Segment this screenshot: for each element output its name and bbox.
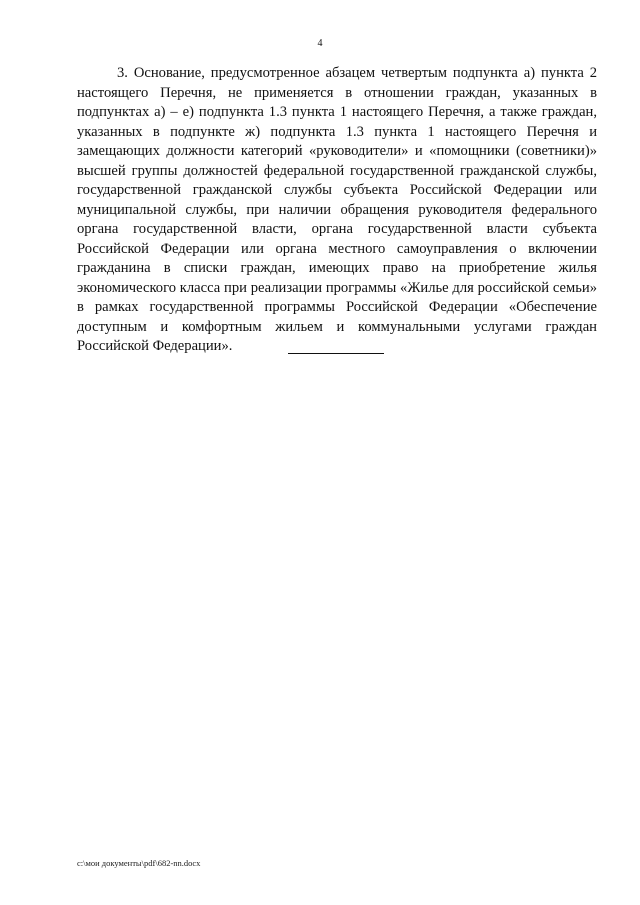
end-of-text-rule	[288, 353, 384, 354]
footer-file-path: c:\мои документы\pdf\682-nn.docx	[77, 858, 201, 868]
page-number: 4	[317, 38, 323, 49]
paragraph-3: 3. Основание, предусмотренное абзацем четвертым подпункта а) пункта 2 настоящего Перечня, не применяется в отношении граждан, указанных в подпунктах а) – е) подпункта 1.3 пункта 1 настоящего Перечня, а также граждан, указанных в подпункте ж) подпункта 1.3 пункта 1 настоящего Перечня и замещающих должности категорий «руководители» и «помощники (советники)» высшей группы должностей федеральной государственной гражданской службы, государственной гражданской службы субъекта Российской Федерации или муниципальной службы, при наличии обращения руководителя федерального органа государственной власти, органа государственной власти субъекта Российской Федерации или органа местного самоуправления о включении гражданина в списки граждан, имеющих право на приобретение жилья экономического класса при реализации программы «Жилье для российской семьи» в рамках государственной программы Российской Федерации «Обеспечение доступным и комфортным жильем и коммунальными услугами граждан Российской Федерации».	[77, 65, 597, 354]
